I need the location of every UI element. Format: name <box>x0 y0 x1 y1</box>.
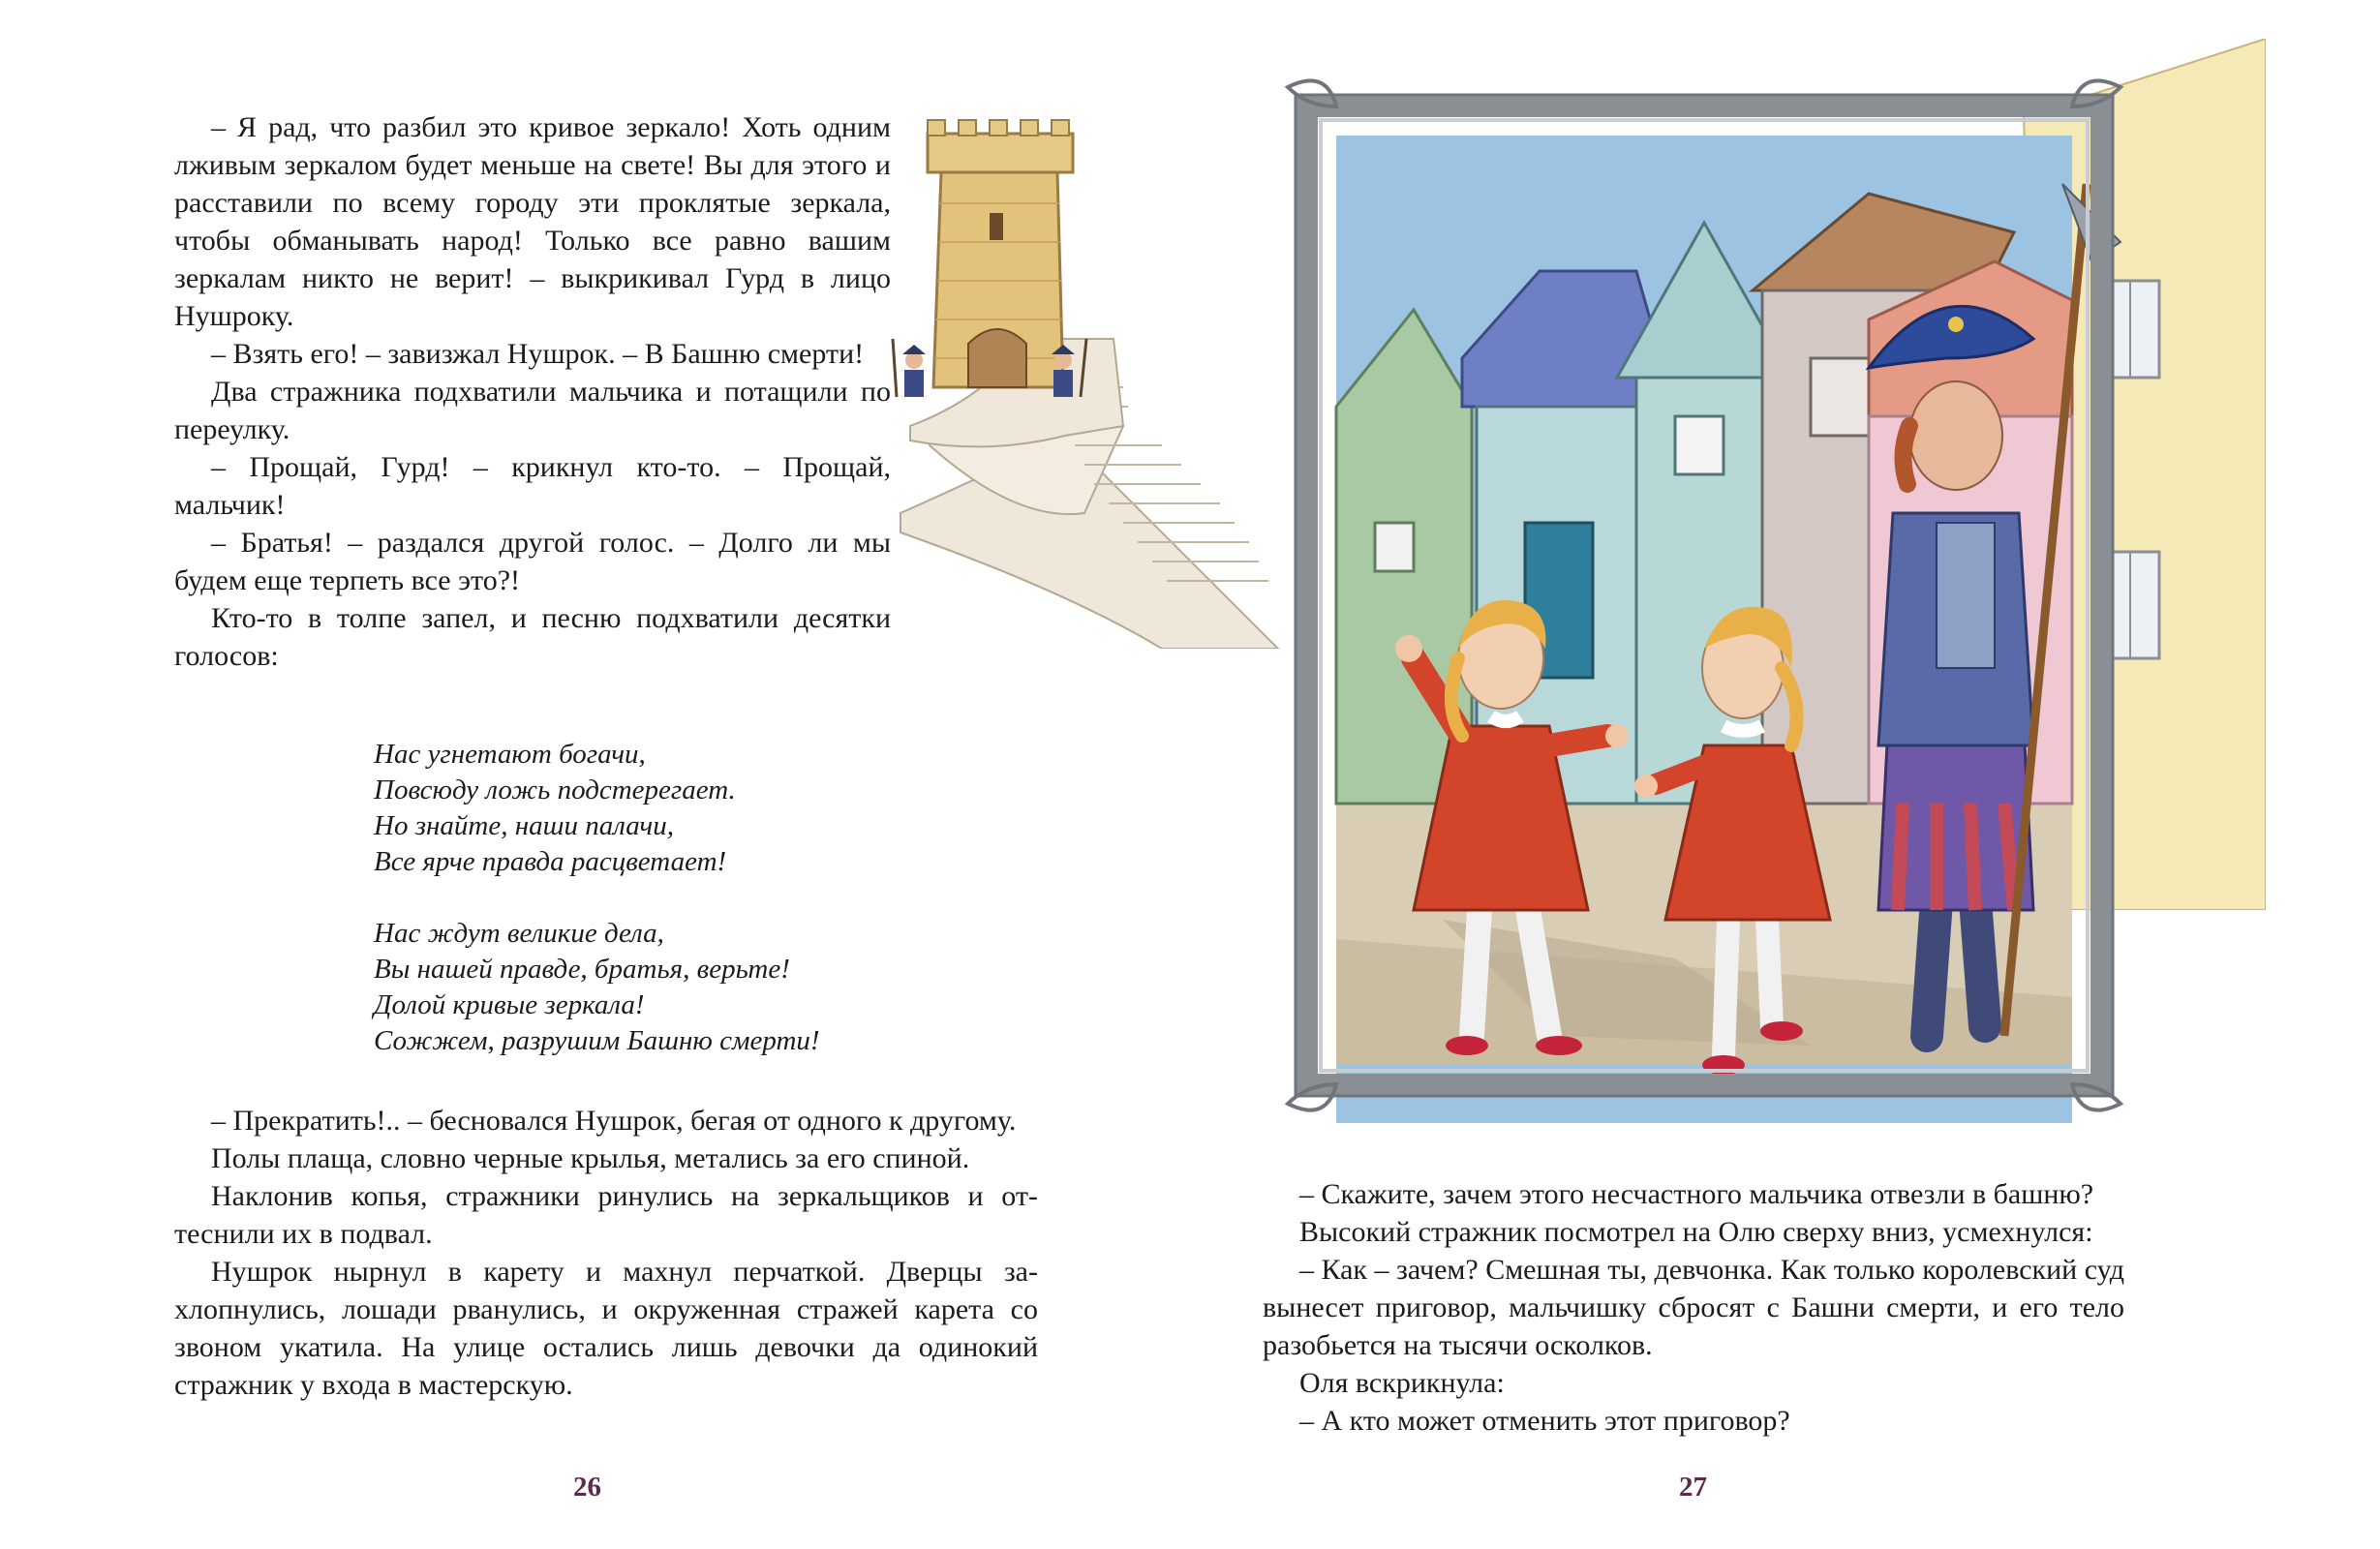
poem-line: Долой кривые зеркала! <box>374 989 645 1020</box>
paragraph: – Скажите, зачем этого несчастного мальчика отвезли в башню? <box>1299 1178 2094 1210</box>
paragraph: – Прощай, Гурд! – крикнул кто-то. – Прощай, мальчик! <box>174 451 891 521</box>
paragraph: Высокий стражник посмотрел на Олю сверху вниз, усмехнулся: <box>1299 1216 2093 1248</box>
paragraph: – А кто может отменить этот приговор? <box>1299 1405 1790 1437</box>
right-page <box>1190 0 2380 1549</box>
tower-guard <box>893 339 926 397</box>
poem-line: Но знайте, наши палачи, <box>374 810 674 841</box>
page-number: 27 <box>1679 1472 1707 1503</box>
paragraph: – Я рад, что разбил это кривое зеркало! Хоть одним лживым зеркалом будет меньше на свете! Вы для этого и расставили по всему городу эти проклятые зеркала, чтобы обманывать народ! Только все равно вашим зеркалам никто не верит! – выкрикивал Гурд в лицо Нушроку. <box>174 111 891 332</box>
left-top-text <box>174 108 891 675</box>
paragraph: Наклонив копья, стражники ринулись на зеркальщиков и оттеснили их в подвал. <box>174 1180 1038 1250</box>
paragraph: – Прекратить!.. – бесновался Нушрок, бегая от одного к другому. <box>211 1105 1017 1137</box>
paragraph: Два стражника подхватили мальчика и потащили по переулку. <box>174 376 891 445</box>
paragraph: Оля вскрикнула: <box>1299 1367 1505 1399</box>
paragraph: – Как – зачем? Смешная ты, девчонка. Как только королевский суд вынесет приговор, мальчишку сбросят с Башни смерти, и его тело разобьется на тысячи осколков. <box>1263 1254 2124 1361</box>
paragraph: Кто-то в толпе запел, и песню подхватили десятки голосов: <box>174 602 891 672</box>
poem-line: Нас ждут великие дела, <box>374 918 664 949</box>
paragraph: – Братья! – раздался другой голос. – Долго ли мы будем еще терпеть все это?! <box>174 527 891 596</box>
paragraph: – Взять его! – завизжал Нушрок. – В Башню смерти! <box>211 338 865 370</box>
poem-line: Повсюду ложь подстерегает. <box>374 774 736 805</box>
poem-line: Сожжем, разрушим Башню смерти! <box>374 1025 820 1056</box>
poem-stanza <box>374 916 820 1059</box>
right-text <box>1263 1175 2124 1440</box>
paragraph: Нушрок нырнул в карету и махнул перчаткой. Дверцы захлопнулись, лошади рванулись, и окруженная стражей карета со звоном укатила. На улице остались лишь девочки да одинокий стражник у входа в мастерскую. <box>174 1256 1038 1401</box>
poem-line: Нас угнетают богачи, <box>374 739 646 770</box>
song-poem <box>374 737 820 1095</box>
left-bottom-text <box>174 1102 1038 1404</box>
poem-line: Все ярче правда расцветает! <box>374 846 727 877</box>
paragraph: Полы плаща, словно черные крылья, метались за его спиной. <box>211 1142 970 1174</box>
poem-line: Вы нашей правде, братья, верьте! <box>374 954 790 985</box>
page-number: 26 <box>573 1472 601 1503</box>
poem-stanza <box>374 737 820 880</box>
